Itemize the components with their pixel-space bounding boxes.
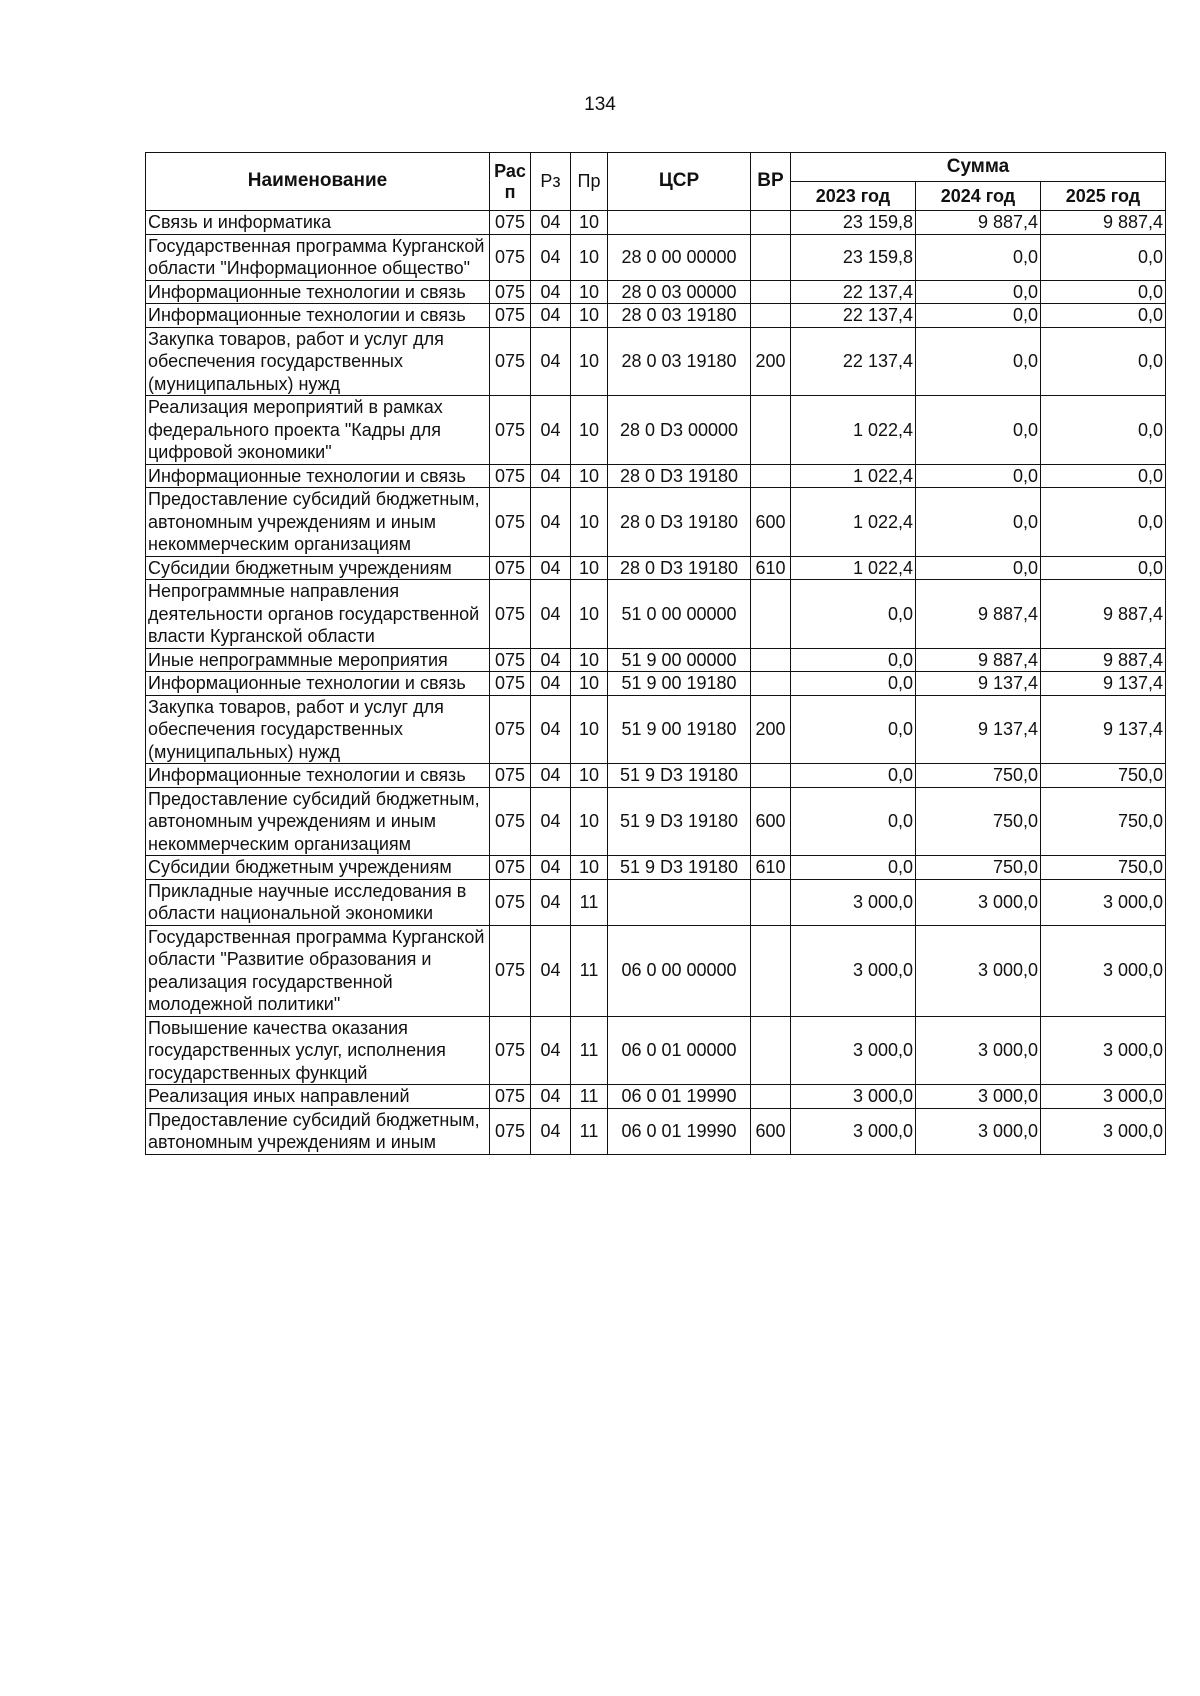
- cell-rasp: 075: [490, 695, 531, 764]
- cell-2025: 3 000,0: [1041, 1108, 1166, 1154]
- cell-2024: 0,0: [916, 280, 1041, 304]
- cell-2024: 0,0: [916, 488, 1041, 557]
- cell-rasp: 075: [490, 648, 531, 672]
- cell-pr: 10: [571, 464, 608, 488]
- cell-rz: 04: [531, 695, 571, 764]
- cell-rz: 04: [531, 211, 571, 235]
- cell-name: Реализация мероприятий в рамках федерального проекта "Кадры для цифровой экономики": [146, 396, 490, 465]
- table-row: [146, 856, 1166, 880]
- table-row: [146, 1016, 1166, 1085]
- cell-vr: [751, 764, 791, 788]
- table-row: [146, 925, 1166, 1016]
- cell-pr: 11: [571, 879, 608, 925]
- cell-name: Закупка товаров, работ и услуг для обеспечения государственных (муниципальных) нужд: [146, 695, 490, 764]
- cell-name: Иные непрограммные мероприятия: [146, 648, 490, 672]
- cell-2024: 750,0: [916, 856, 1041, 880]
- cell-rz: 04: [531, 879, 571, 925]
- cell-2025: 750,0: [1041, 764, 1166, 788]
- cell-name: Прикладные научные исследования в области национальной экономики: [146, 879, 490, 925]
- table-row: [146, 672, 1166, 696]
- cell-csr: 51 9 00 19180: [608, 695, 751, 764]
- table-row: [146, 648, 1166, 672]
- cell-rz: 04: [531, 488, 571, 557]
- cell-pr: 11: [571, 1085, 608, 1109]
- cell-rasp: 075: [490, 1085, 531, 1109]
- cell-rz: 04: [531, 580, 571, 649]
- cell-pr: 10: [571, 396, 608, 465]
- cell-rz: 04: [531, 672, 571, 696]
- cell-2024: 0,0: [916, 464, 1041, 488]
- cell-name: Закупка товаров, работ и услуг для обеспечения государственных (муниципальных) нужд: [146, 327, 490, 396]
- cell-name: Связь и информатика: [146, 211, 490, 235]
- cell-2024: 9 137,4: [916, 672, 1041, 696]
- table-row: [146, 327, 1166, 396]
- table-row: [146, 580, 1166, 649]
- cell-2023: 0,0: [791, 580, 916, 649]
- cell-rasp: 075: [490, 396, 531, 465]
- cell-2025: 750,0: [1041, 856, 1166, 880]
- cell-2025: 750,0: [1041, 787, 1166, 856]
- cell-2024: 0,0: [916, 327, 1041, 396]
- cell-csr: 28 0 D3 19180: [608, 488, 751, 557]
- cell-csr: [608, 211, 751, 235]
- table-row: [146, 234, 1166, 280]
- cell-vr: 600: [751, 787, 791, 856]
- cell-csr: 28 0 03 19180: [608, 327, 751, 396]
- cell-vr: 610: [751, 556, 791, 580]
- cell-name: Повышение качества оказания государственных услуг, исполнения государственных функций: [146, 1016, 490, 1085]
- header-rz: Рз: [531, 153, 571, 211]
- cell-vr: [751, 304, 791, 328]
- header-year-2024: 2024 год: [916, 182, 1041, 211]
- cell-rz: 04: [531, 856, 571, 880]
- budget-table: [145, 152, 1166, 1155]
- cell-rasp: 075: [490, 787, 531, 856]
- cell-name: Предоставление субсидий бюджетным, автономным учреждениям и иным некоммерческим организациям: [146, 488, 490, 557]
- header-csr: ЦСР: [608, 153, 751, 211]
- cell-rz: 04: [531, 787, 571, 856]
- cell-2024: 0,0: [916, 396, 1041, 465]
- cell-rasp: 075: [490, 211, 531, 235]
- cell-csr: 51 9 00 00000: [608, 648, 751, 672]
- cell-2023: 0,0: [791, 695, 916, 764]
- cell-rasp: 075: [490, 1108, 531, 1154]
- cell-pr: 10: [571, 556, 608, 580]
- cell-2024: 3 000,0: [916, 879, 1041, 925]
- cell-rz: 04: [531, 396, 571, 465]
- cell-2023: 3 000,0: [791, 1016, 916, 1085]
- cell-rz: 04: [531, 1108, 571, 1154]
- cell-vr: 600: [751, 488, 791, 557]
- cell-2025: 0,0: [1041, 396, 1166, 465]
- cell-rasp: 075: [490, 879, 531, 925]
- header-sum: Сумма: [791, 153, 1166, 182]
- cell-csr: 51 9 D3 19180: [608, 764, 751, 788]
- table-row: [146, 304, 1166, 328]
- cell-name: Информационные технологии и связь: [146, 464, 490, 488]
- cell-pr: 10: [571, 327, 608, 396]
- cell-rz: 04: [531, 764, 571, 788]
- cell-pr: 10: [571, 211, 608, 235]
- cell-csr: 06 0 01 00000: [608, 1016, 751, 1085]
- cell-vr: [751, 464, 791, 488]
- header-vr: ВР: [751, 153, 791, 211]
- cell-name: Предоставление субсидий бюджетным, автономным учреждениям и иным: [146, 1108, 490, 1154]
- cell-2023: 1 022,4: [791, 396, 916, 465]
- cell-pr: 11: [571, 1108, 608, 1154]
- cell-pr: 10: [571, 695, 608, 764]
- cell-csr: 06 0 01 19990: [608, 1108, 751, 1154]
- cell-rz: 04: [531, 648, 571, 672]
- table-row: [146, 280, 1166, 304]
- cell-vr: [751, 280, 791, 304]
- cell-2024: 750,0: [916, 764, 1041, 788]
- cell-2024: 3 000,0: [916, 1085, 1041, 1109]
- cell-rz: 04: [531, 556, 571, 580]
- cell-csr: 28 0 00 00000: [608, 234, 751, 280]
- header-rasp: [490, 153, 531, 211]
- cell-2023: 1 022,4: [791, 464, 916, 488]
- cell-rz: 04: [531, 1085, 571, 1109]
- cell-2023: 0,0: [791, 648, 916, 672]
- cell-name: Информационные технологии и связь: [146, 280, 490, 304]
- cell-csr: 51 0 00 00000: [608, 580, 751, 649]
- cell-rz: 04: [531, 1016, 571, 1085]
- table-row: [146, 695, 1166, 764]
- cell-vr: 200: [751, 327, 791, 396]
- cell-rz: 04: [531, 464, 571, 488]
- page-number: 134: [584, 94, 616, 115]
- cell-vr: 600: [751, 1108, 791, 1154]
- cell-vr: [751, 1085, 791, 1109]
- cell-vr: [751, 1016, 791, 1085]
- cell-csr: 06 0 00 00000: [608, 925, 751, 1016]
- cell-pr: 11: [571, 1016, 608, 1085]
- cell-2024: 0,0: [916, 234, 1041, 280]
- cell-rz: 04: [531, 304, 571, 328]
- cell-pr: 10: [571, 764, 608, 788]
- cell-2025: 9 137,4: [1041, 672, 1166, 696]
- cell-2025: 0,0: [1041, 556, 1166, 580]
- cell-name: Государственная программа Курганской области "Развитие образования и реализация государственной молодежной политики": [146, 925, 490, 1016]
- cell-2023: 3 000,0: [791, 1085, 916, 1109]
- cell-2023: 0,0: [791, 856, 916, 880]
- table-row: [146, 1108, 1166, 1154]
- cell-vr: [751, 672, 791, 696]
- cell-2025: 9 137,4: [1041, 695, 1166, 764]
- cell-pr: 11: [571, 925, 608, 1016]
- table-row: [146, 1085, 1166, 1109]
- cell-pr: 10: [571, 672, 608, 696]
- cell-rasp: 075: [490, 556, 531, 580]
- header-pr: Пр: [571, 153, 608, 211]
- cell-pr: 10: [571, 856, 608, 880]
- cell-2024: 3 000,0: [916, 1108, 1041, 1154]
- cell-name: Информационные технологии и связь: [146, 764, 490, 788]
- cell-2023: 23 159,8: [791, 234, 916, 280]
- cell-rz: 04: [531, 234, 571, 280]
- cell-2023: 23 159,8: [791, 211, 916, 235]
- cell-2023: 1 022,4: [791, 488, 916, 557]
- cell-vr: [751, 580, 791, 649]
- header-rasp-text: Рас п: [494, 160, 526, 202]
- cell-2023: 3 000,0: [791, 1108, 916, 1154]
- cell-name: Реализация иных направлений: [146, 1085, 490, 1109]
- cell-name: Информационные технологии и связь: [146, 672, 490, 696]
- header-name: Наименование: [146, 153, 490, 211]
- cell-2024: 750,0: [916, 787, 1041, 856]
- cell-2025: 3 000,0: [1041, 1016, 1166, 1085]
- cell-vr: [751, 211, 791, 235]
- cell-name: Информационные технологии и связь: [146, 304, 490, 328]
- cell-csr: 28 0 03 19180: [608, 304, 751, 328]
- cell-2024: 0,0: [916, 556, 1041, 580]
- cell-rasp: 075: [490, 488, 531, 557]
- cell-vr: [751, 879, 791, 925]
- cell-pr: 10: [571, 488, 608, 557]
- cell-2025: 3 000,0: [1041, 925, 1166, 1016]
- cell-pr: 10: [571, 580, 608, 649]
- cell-2025: 0,0: [1041, 280, 1166, 304]
- cell-pr: 10: [571, 234, 608, 280]
- cell-2023: 1 022,4: [791, 556, 916, 580]
- cell-2025: 0,0: [1041, 464, 1166, 488]
- cell-2023: 3 000,0: [791, 879, 916, 925]
- cell-vr: 200: [751, 695, 791, 764]
- cell-name: Субсидии бюджетным учреждениям: [146, 556, 490, 580]
- header-year-2025: 2025 год: [1041, 182, 1166, 211]
- cell-pr: 10: [571, 787, 608, 856]
- cell-2025: 3 000,0: [1041, 879, 1166, 925]
- cell-2025: 0,0: [1041, 327, 1166, 396]
- cell-vr: [751, 925, 791, 1016]
- cell-pr: 10: [571, 648, 608, 672]
- cell-2023: 0,0: [791, 787, 916, 856]
- cell-rasp: 075: [490, 1016, 531, 1085]
- cell-2023: 0,0: [791, 672, 916, 696]
- cell-rasp: 075: [490, 856, 531, 880]
- cell-csr: 28 0 D3 19180: [608, 464, 751, 488]
- table-row: [146, 396, 1166, 465]
- cell-csr: 06 0 01 19990: [608, 1085, 751, 1109]
- cell-rasp: 075: [490, 925, 531, 1016]
- cell-vr: [751, 648, 791, 672]
- cell-rz: 04: [531, 925, 571, 1016]
- cell-2024: 3 000,0: [916, 1016, 1041, 1085]
- cell-2025: 0,0: [1041, 234, 1166, 280]
- cell-2024: 9 887,4: [916, 211, 1041, 235]
- cell-2023: 3 000,0: [791, 925, 916, 1016]
- cell-rasp: 075: [490, 464, 531, 488]
- cell-csr: 51 9 00 19180: [608, 672, 751, 696]
- cell-name: Государственная программа Курганской области "Информационное общество": [146, 234, 490, 280]
- table-header: [146, 153, 1166, 211]
- cell-2025: 9 887,4: [1041, 211, 1166, 235]
- cell-name: Субсидии бюджетным учреждениям: [146, 856, 490, 880]
- table-row: [146, 556, 1166, 580]
- cell-rz: 04: [531, 327, 571, 396]
- cell-csr: 28 0 D3 00000: [608, 396, 751, 465]
- cell-2023: 22 137,4: [791, 327, 916, 396]
- cell-2025: 0,0: [1041, 304, 1166, 328]
- cell-2024: 9 887,4: [916, 580, 1041, 649]
- cell-rasp: 075: [490, 327, 531, 396]
- cell-rasp: 075: [490, 672, 531, 696]
- cell-2025: 0,0: [1041, 488, 1166, 557]
- table-body: [146, 211, 1166, 1155]
- cell-vr: 610: [751, 856, 791, 880]
- cell-2024: 0,0: [916, 304, 1041, 328]
- cell-csr: 28 0 03 00000: [608, 280, 751, 304]
- cell-2025: 3 000,0: [1041, 1085, 1166, 1109]
- cell-name: Предоставление субсидий бюджетным, автономным учреждениям и иным некоммерческим организациям: [146, 787, 490, 856]
- cell-rasp: 075: [490, 304, 531, 328]
- cell-rz: 04: [531, 280, 571, 304]
- cell-pr: 10: [571, 304, 608, 328]
- table-row: [146, 879, 1166, 925]
- cell-rasp: 075: [490, 280, 531, 304]
- table-row: [146, 488, 1166, 557]
- cell-2023: 22 137,4: [791, 304, 916, 328]
- header-year-2023: 2023 год: [791, 182, 916, 211]
- cell-2025: 9 887,4: [1041, 580, 1166, 649]
- cell-2025: 9 887,4: [1041, 648, 1166, 672]
- table-row: [146, 764, 1166, 788]
- table-row: [146, 211, 1166, 235]
- cell-2024: 9 887,4: [916, 648, 1041, 672]
- cell-2023: 22 137,4: [791, 280, 916, 304]
- cell-2024: 3 000,0: [916, 925, 1041, 1016]
- cell-name: Непрограммные направления деятельности органов государственной власти Курганской области: [146, 580, 490, 649]
- table-row: [146, 787, 1166, 856]
- cell-rasp: 075: [490, 580, 531, 649]
- cell-rasp: 075: [490, 764, 531, 788]
- cell-pr: 10: [571, 280, 608, 304]
- cell-rasp: 075: [490, 234, 531, 280]
- cell-vr: [751, 234, 791, 280]
- table-row: [146, 464, 1166, 488]
- cell-2023: 0,0: [791, 764, 916, 788]
- cell-csr: 51 9 D3 19180: [608, 856, 751, 880]
- cell-vr: [751, 396, 791, 465]
- cell-csr: [608, 879, 751, 925]
- cell-csr: 28 0 D3 19180: [608, 556, 751, 580]
- cell-csr: 51 9 D3 19180: [608, 787, 751, 856]
- cell-2024: 9 137,4: [916, 695, 1041, 764]
